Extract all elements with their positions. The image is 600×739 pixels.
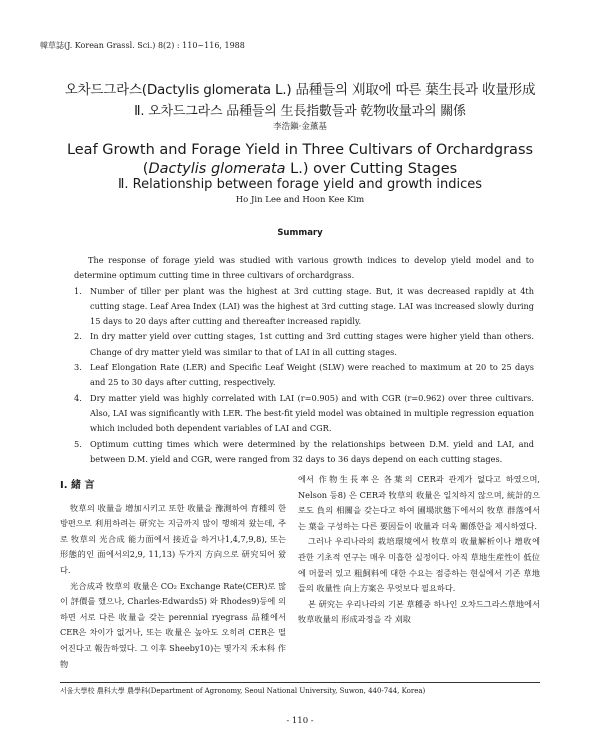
right-column [298,472,540,628]
summary-item [74,391,534,437]
item-text: Dry matter yield was highly correlated with LAI (r=0.905) and with CGR (r=0.962) over three cultivars. Also, LAI was significantly with LER. The best-fit yield model was obtained in multiple regression equation which included both dependent variables of LAI and CGR. [90,392,534,434]
summary-intro: The response of forage yield was studied with various growth indices to develop yield model and to determine optimum cutting time in three cultivars of orchardgrass. [74,255,534,281]
summary-item [74,284,534,330]
species-name: Dactylis glomerata [148,161,286,177]
summary-item [74,437,534,468]
page-number: - 110 - [286,716,314,726]
english-title-paren: ( [142,161,149,177]
footnote-divider [60,682,540,683]
summary-body [74,253,534,467]
intro-paragraph-5: 본 研究는 우리나라의 기본 草種중 하나인 오차드그라스草地에서 牧草收量의 形成과정을 각 刈取 [298,598,540,625]
item-text: Optimum cutting times which were determined by the relationships between D.M. yield and LAI, and between D.M. yield and CGR, were ranged from 32 days to 36 days depend on each cutting stages. [90,438,534,464]
summary-item [74,329,534,360]
left-column [60,472,286,672]
english-authors: Ho Jin Lee and Hoon Kee Kim [235,195,365,205]
korean-title-line2: Ⅱ. 오차드그라스 品種들의 生長指數들과 乾物收量과의 關係 [134,104,466,119]
english-title-line2-rest: L.) over Cutting Stages [285,161,458,177]
intro-paragraph-3: 에서 作物生長率은 各葉의 CER과 관계가 없다고 하였으며, Nelson 등8) 은 CER과 牧草의 收量은 일치하지 않으며, 統計的으로도 負의 相關을 갖는다고 하여 圃場狀態下에서의 牧草 群落에서는 葉을 구성하는 다른 要因들이 收量과 더욱 關係한을 제시하였다. [298,474,540,531]
korean-authors: 李浩鎭·金薰基 [273,122,327,132]
item-number: 3. [74,362,82,373]
item-number: 2. [74,331,82,342]
item-text: Leaf Elongation Rate (LER) and Specific Leaf Weight (SLW) were reached to maximum at 20 to 25 days and 25 to 30 days after cutting, respectively. [90,362,534,388]
section-heading-introduction: Ⅰ. 緒 言 [60,480,95,491]
korean-title-line1: 오차드그라스(Dactylis glomerata L.) 品種들의 刈取에 따른 葉生長과 收量形成 [64,82,536,98]
intro-paragraph-4: 그러나 우리나라의 栽培環境에서 牧草의 收量解析이나 增收에 관한 기초적 연구는 매우 미흡한 실정이다. 아직 草地生産性이 低位에 머물러 있고 粗飼料에 대한 수요는 점증하는 현실에서 기존 草地들의 收量性 向上方案은 무엇보다 필요하다. [298,536,540,594]
english-title [0,141,600,179]
english-title-line1: Leaf Growth and Forage Yield in Three Cultivars of Orchardgrass [66,142,534,158]
summary-list [74,284,534,468]
item-number: 1. [74,285,82,296]
summary-heading: Summary [277,228,323,238]
intro-paragraph-1: 牧草의 收量을 增加시키고 또한 收量을 豫測하여 育種의 한 방편으로 利用하려는 研究는 지금까지 많이 행해져 왔는데, 주로 牧草의 光合成 能力面에서 接近을 하거나1,4,7,9,8), 또는 形態的인 面에서의2,9, 11,13) 두가지 方向으로 研究되어 왔다. [60,502,286,575]
item-text: Number of tiller per plant was the highest at 3rd cutting stage. But, it was decreased rapidly at 4th cutting stage. Leaf Area Index (LAI) was the highest at 3rd cutting stage. LAI was increased slowly during 15 days to 20 days after cutting and thereafter increased rapidly. [90,285,534,327]
intro-paragraph-2: 光合成과 牧草의 收量은 CO₂ Exchange Rate(CER)로 많이 評價를 했으나, Charles-Edwards5) 와 Rhodes9)등에 의하면 서로 다른 收量을 갖는 perennial ryegrass 品種에서 CER은 차이가 없거나, 또는 收量은 높아도 오히려 CER은 떨어진다고 報告하였다. 그 이후 Sheeby10)는 몇가지 禾本科 作物 [60,580,286,669]
english-subtitle: Ⅱ. Relationship between forage yield and growth indices [117,177,483,192]
affiliation-footnote: 서울大學校 農科大學 農學科(Department of Agronomy, Seoul National University, Suwon, 440-744, Korea) [60,687,426,695]
summary-item [74,360,534,391]
item-text: In dry matter yield over cutting stages, 1st cutting and 3rd cutting stages were higher yield than others. Change of dry matter yield was similar to that of LAI in all cutting stages. [90,331,534,357]
journal-citation: 韓草誌(J. Korean Grassl. Sci.) 8(2) : 110~116, 1988 [40,41,245,50]
item-number: 5. [74,438,82,449]
item-number: 4. [74,392,82,403]
